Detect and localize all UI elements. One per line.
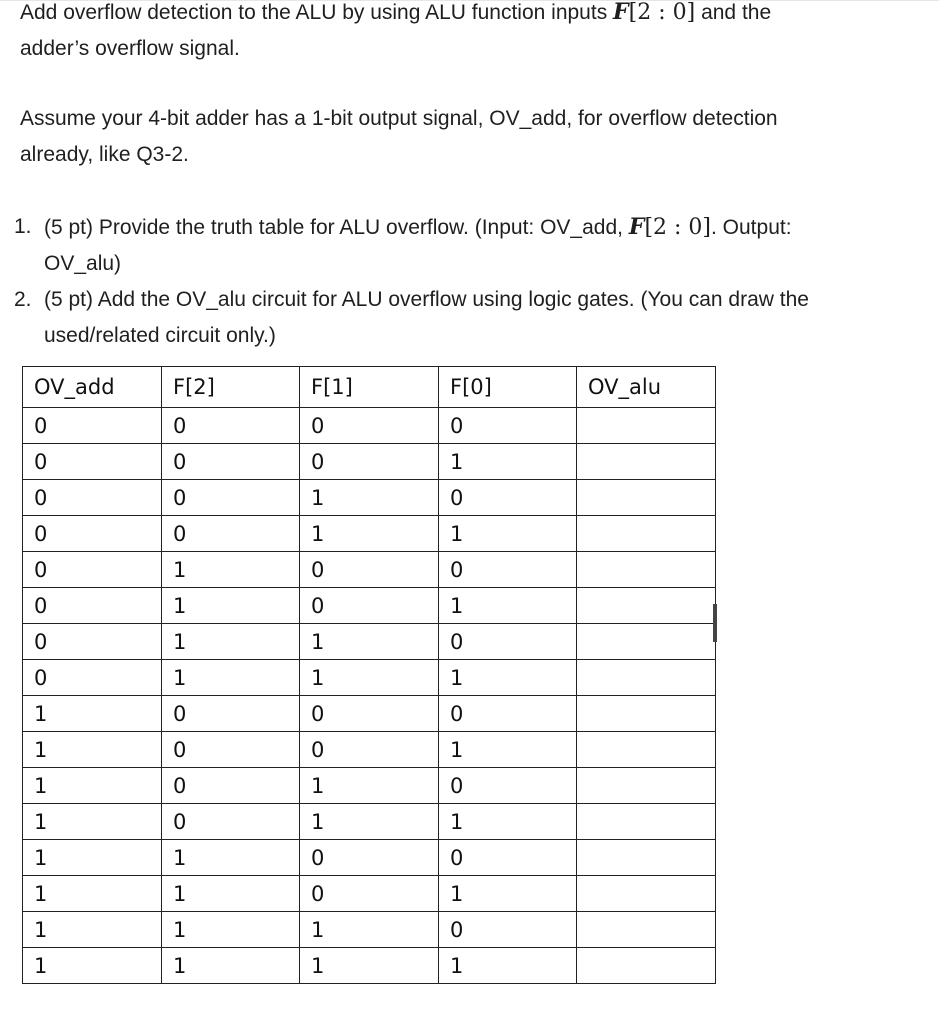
table-body	[23, 408, 716, 984]
cell-f1: 0	[300, 732, 439, 768]
header-ov-alu: OV_alu	[577, 367, 716, 408]
cell-ov-alu[interactable]	[577, 408, 716, 444]
cell-ov-alu[interactable]	[577, 480, 716, 516]
table-row	[23, 444, 716, 480]
question-2-line1: (5 pt) Add the OV_alu circuit for ALU overflow using logic gates. (You can draw the	[44, 288, 809, 311]
cell-f2: 0	[162, 516, 300, 552]
cell-ov-alu[interactable]	[577, 696, 716, 732]
cell-f1: 1	[300, 768, 439, 804]
cell-ov-alu[interactable]	[577, 948, 716, 984]
cell-ov-alu[interactable]	[577, 876, 716, 912]
question-number: 2.	[14, 288, 32, 311]
intro-line1-suffix: and the	[695, 1, 772, 24]
table-row	[23, 588, 716, 624]
cell-ov-add: 1	[23, 876, 162, 912]
question-item-2	[14, 282, 924, 354]
cell-f0: 0	[439, 552, 577, 588]
cell-f1: 0	[300, 444, 439, 480]
cell-f2: 0	[162, 768, 300, 804]
cell-f1: 0	[300, 696, 439, 732]
intro-math-F: F	[613, 0, 629, 25]
intro-math-range: [2 : 0]	[628, 0, 696, 25]
table-row	[23, 696, 716, 732]
truth-table	[22, 366, 716, 984]
table-row	[23, 624, 716, 660]
cell-ov-add: 0	[23, 408, 162, 444]
cell-f1: 0	[300, 840, 439, 876]
cell-f0: 0	[439, 912, 577, 948]
cell-ov-alu[interactable]	[577, 588, 716, 624]
cell-ov-add: 0	[23, 660, 162, 696]
cell-f0: 0	[439, 840, 577, 876]
table-row	[23, 840, 716, 876]
assumption-line1: Assume your 4-bit adder has a 1-bit output signal, OV_add, for overflow detection	[20, 107, 778, 130]
cell-f0: 1	[439, 876, 577, 912]
cell-f1: 1	[300, 660, 439, 696]
cell-ov-add: 1	[23, 804, 162, 840]
cell-f0: 0	[439, 480, 577, 516]
table-row	[23, 948, 716, 984]
header-f2: F[2]	[162, 367, 300, 408]
cell-ov-alu[interactable]	[577, 444, 716, 480]
table-row	[23, 660, 716, 696]
cell-ov-add: 1	[23, 840, 162, 876]
assumption-paragraph	[20, 101, 920, 173]
cell-f1: 0	[300, 588, 439, 624]
intro-paragraph	[20, 0, 920, 67]
cell-f1: 0	[300, 408, 439, 444]
cell-ov-alu[interactable]	[577, 732, 716, 768]
question-1-math-range: [2 : 0]	[644, 215, 711, 240]
header-f1: F[1]	[300, 367, 439, 408]
table-edge-mark	[713, 604, 717, 642]
cell-f1: 1	[300, 480, 439, 516]
table-row	[23, 768, 716, 804]
cell-f1: 1	[300, 624, 439, 660]
cell-f2: 1	[162, 912, 300, 948]
cell-ov-add: 0	[23, 480, 162, 516]
table-row	[23, 516, 716, 552]
table-row	[23, 804, 716, 840]
cell-f0: 0	[439, 768, 577, 804]
table-row	[23, 408, 716, 444]
cell-f2: 0	[162, 408, 300, 444]
cell-ov-add: 1	[23, 732, 162, 768]
cell-f2: 1	[162, 876, 300, 912]
cell-f1: 1	[300, 948, 439, 984]
header-f0: F[0]	[439, 367, 577, 408]
cell-f2: 1	[162, 840, 300, 876]
cell-f2: 1	[162, 624, 300, 660]
cell-f0: 0	[439, 624, 577, 660]
cell-ov-add: 1	[23, 912, 162, 948]
cell-f2: 0	[162, 732, 300, 768]
table-header-row	[23, 367, 716, 408]
cell-ov-alu[interactable]	[577, 624, 716, 660]
assumption-line2: already, like Q3-2.	[20, 143, 189, 166]
cell-f0: 1	[439, 732, 577, 768]
table-row	[23, 876, 716, 912]
intro-line2: adder’s overflow signal.	[20, 37, 240, 60]
cell-ov-alu[interactable]	[577, 804, 716, 840]
question-1-prefix: (5 pt) Provide the truth table for ALU overflow. (Input: OV_add,	[44, 216, 629, 239]
cell-f2: 0	[162, 444, 300, 480]
cell-ov-add: 1	[23, 948, 162, 984]
cell-f0: 1	[439, 516, 577, 552]
cell-f0: 0	[439, 696, 577, 732]
cell-f2: 0	[162, 804, 300, 840]
cell-ov-alu[interactable]	[577, 660, 716, 696]
question-1-math-F: F	[628, 214, 645, 240]
cell-f0: 1	[439, 660, 577, 696]
cell-f2: 1	[162, 588, 300, 624]
cell-f1: 0	[300, 552, 439, 588]
table-row	[23, 912, 716, 948]
truth-table-container	[22, 366, 716, 984]
cell-ov-add: 0	[23, 624, 162, 660]
cell-ov-add: 1	[23, 768, 162, 804]
cell-ov-add: 0	[23, 516, 162, 552]
table-row	[23, 552, 716, 588]
cell-ov-add: 0	[23, 552, 162, 588]
cell-f1: 1	[300, 516, 439, 552]
header-ov-add: OV_add	[23, 367, 162, 408]
cell-f2: 1	[162, 552, 300, 588]
cell-ov-add: 1	[23, 696, 162, 732]
cell-ov-alu[interactable]	[577, 552, 716, 588]
question-1-line2: OV_alu)	[44, 252, 122, 275]
cell-ov-alu[interactable]	[577, 840, 716, 876]
intro-line1-prefix: Add overflow detection to the ALU by using ALU function inputs	[20, 1, 614, 24]
question-1-suffix: . Output:	[711, 216, 792, 239]
cell-ov-alu[interactable]	[577, 516, 716, 552]
table-row	[23, 732, 716, 768]
cell-f2: 1	[162, 948, 300, 984]
cell-f2: 0	[162, 480, 300, 516]
cell-f2: 0	[162, 696, 300, 732]
cell-f0: 0	[439, 408, 577, 444]
cell-f0: 1	[439, 804, 577, 840]
cell-f1: 1	[300, 912, 439, 948]
question-item-1	[14, 209, 924, 282]
cell-f1: 0	[300, 876, 439, 912]
cell-ov-add: 0	[23, 588, 162, 624]
question-list	[14, 209, 924, 354]
table-row	[23, 480, 716, 516]
cell-f1: 1	[300, 804, 439, 840]
cell-f0: 1	[439, 948, 577, 984]
cell-f2: 1	[162, 660, 300, 696]
question-number: 1.	[14, 215, 32, 238]
cell-ov-alu[interactable]	[577, 912, 716, 948]
cell-f0: 1	[439, 588, 577, 624]
cell-f0: 1	[439, 444, 577, 480]
question-2-line2: used/related circuit only.)	[44, 324, 276, 347]
cell-ov-add: 0	[23, 444, 162, 480]
cell-ov-alu[interactable]	[577, 768, 716, 804]
